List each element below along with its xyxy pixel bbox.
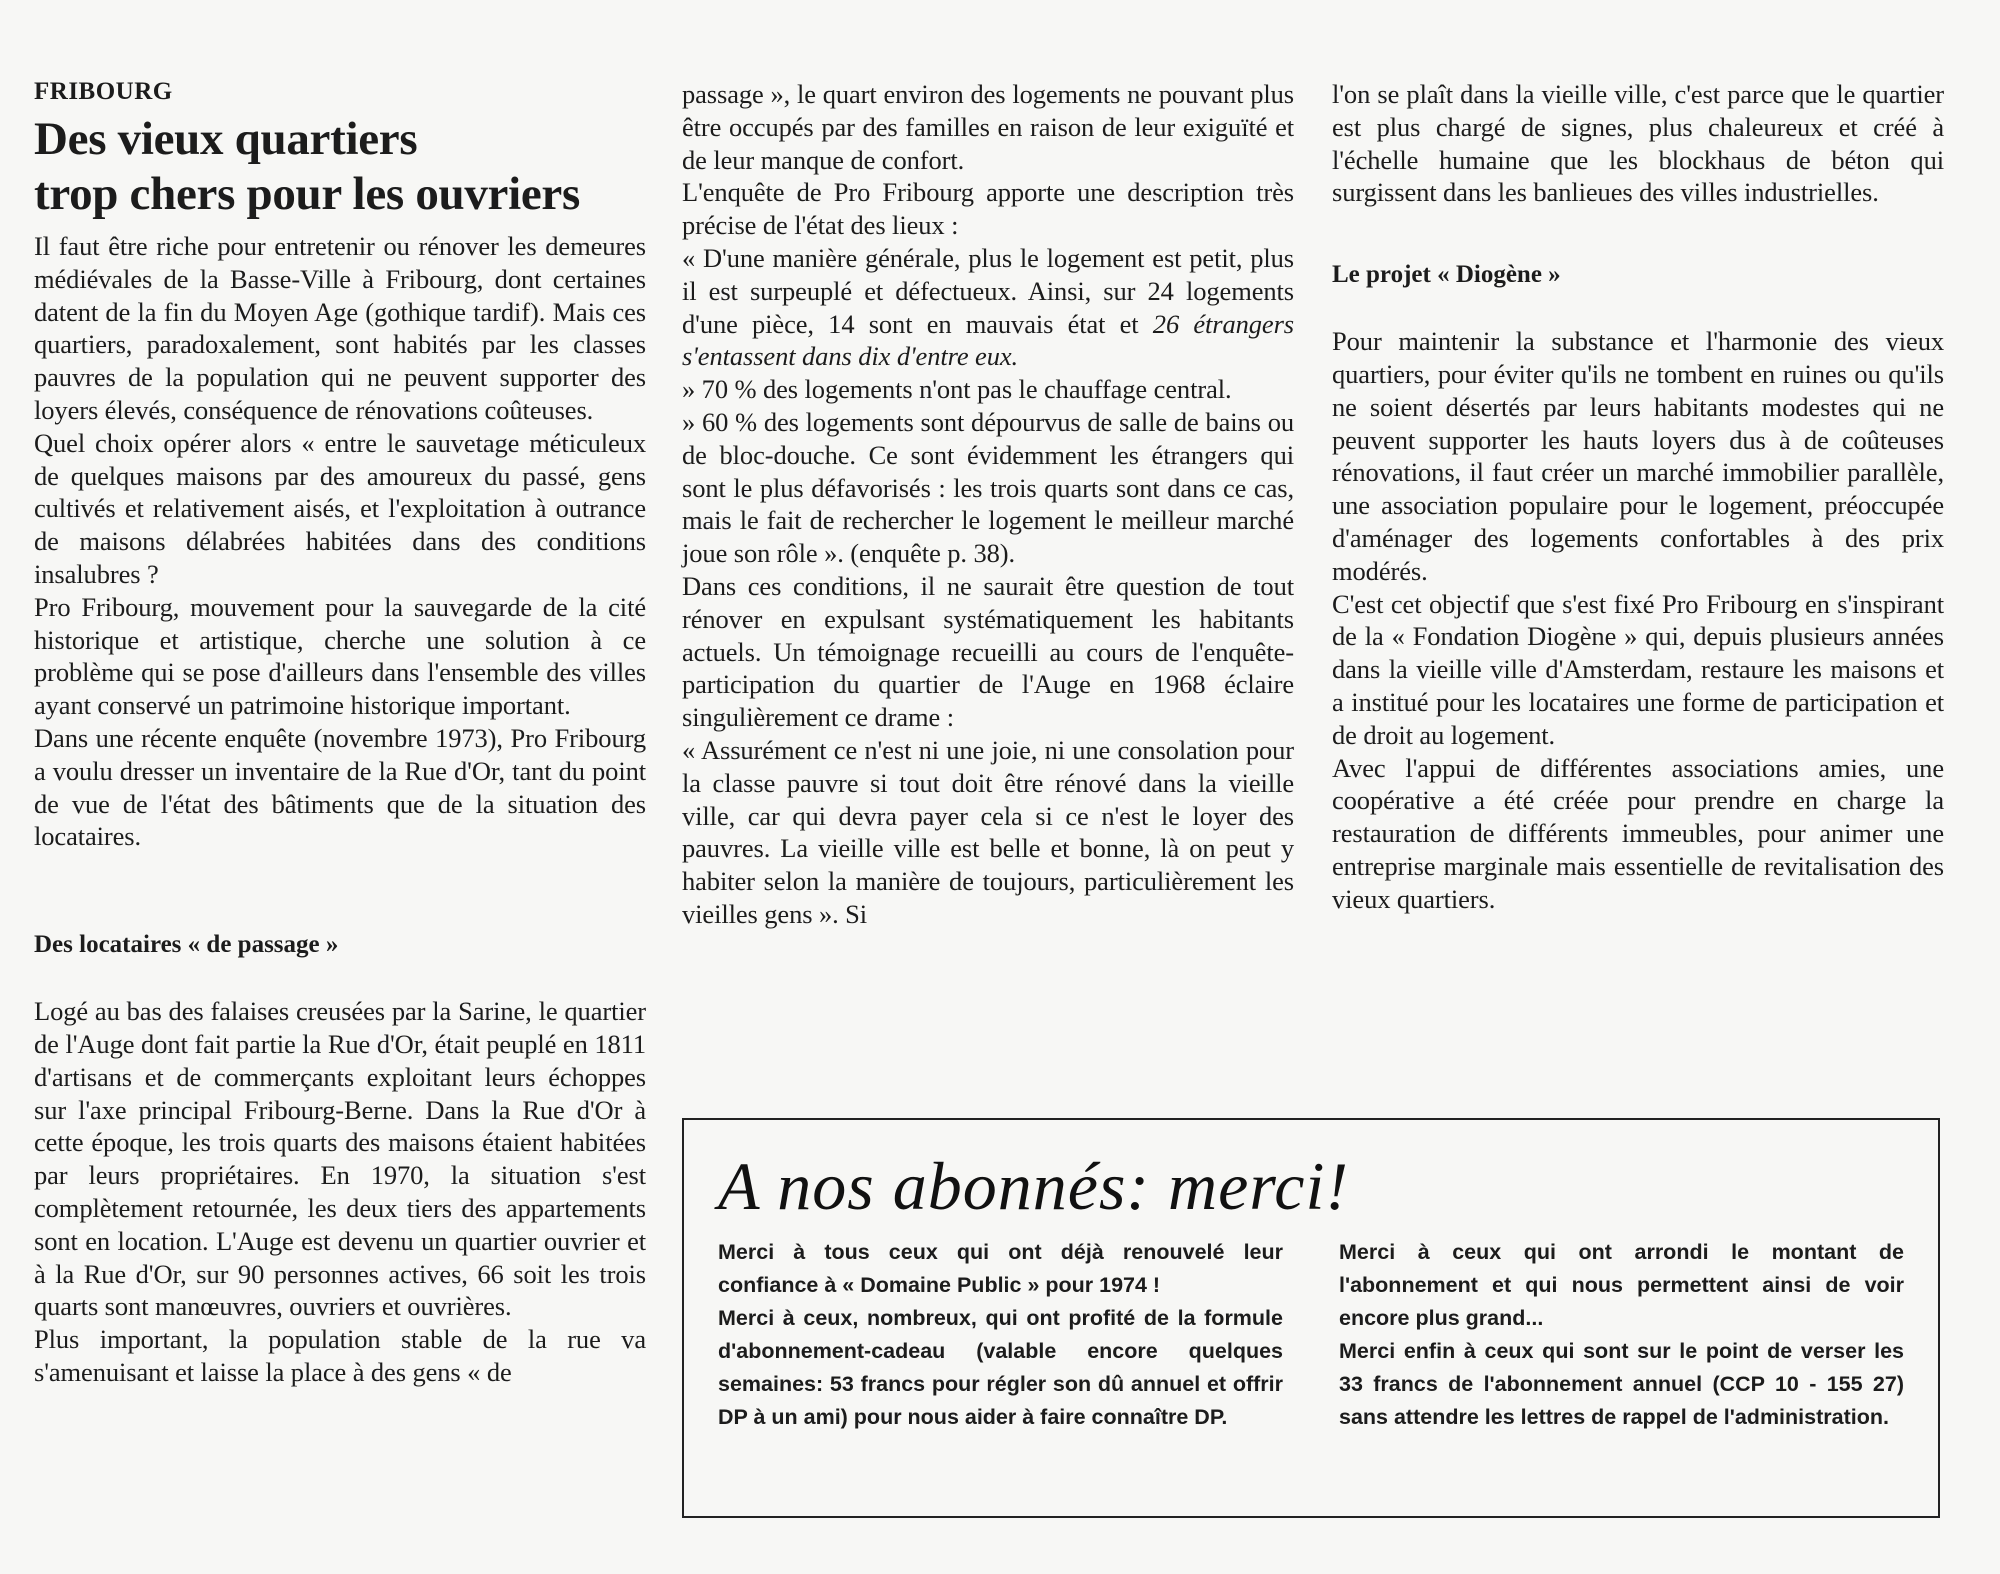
paragraph: L'enquête de Pro Fribourg apporte une description très précise de l'état des lieux : — [682, 177, 1294, 241]
paragraph: l'on se plaît dans la vieille ville, c'est parce que le quartier est plus chargé de signes, plus chaleureux et créé à l'échelle humaine que les blockhaus de béton qui surgissent dans les banlieues des villes industrielles. — [1332, 79, 1944, 208]
notice-paragraph: Merci à tous ceux qui ont déjà renouvelé leur confiance à « Domaine Public » pour 1974 ! — [718, 1240, 1283, 1297]
article-column-2 — [682, 78, 1294, 931]
paragraph: Dans une récente enquête (novembre 1973), Pro Fribourg a voulu dresser un inventaire de la Rue d'Or, tant du point de vue de l'état des bâtiments que de la situation des locataires. — [34, 722, 646, 852]
paragraph: Dans ces conditions, il ne saurait être question de tout rénover en expulsant systématiquement les habitants actuels. Un témoignage recueilli au cours de l'enquête-participation du quartier de l'Auge en 1968 éclaire singulièrement ce drame : — [682, 570, 1294, 733]
paragraph: C'est cet objectif que s'est fixé Pro Fribourg en s'inspirant de la « Fondation Diogène » qui, depuis plusieurs années dans la vieille ville d'Amsterdam, restaure les maisons et a institué pour les locataires une forme de participation et de droit au logement. — [1332, 588, 1944, 750]
paragraph: « Assurément ce n'est ni une joie, ni une consolation pour la classe pauvre si tout doit être rénové dans la vieille ville, car qui devra payer cela si ce n'est le loyer des pauvres. La vieille ville est belle et bonne, là on peut y habiter selon la manière de toujours, particulièrement les vieilles gens ». Si — [682, 734, 1294, 929]
subheading-diogene: Le projet « Diogène » — [1332, 261, 1561, 289]
paragraph — [682, 242, 1294, 373]
paragraph: » 70 % des logements n'ont pas le chauffage central. — [682, 374, 1232, 405]
paragraph: Quel choix opérer alors « entre le sauvetage méticuleux de quelques maisons par des amoureux du passé, gens cultivés et relativement aisés, et l'exploitation à outrance de maisons délabrées habitées dans des conditions insalubres ? — [34, 427, 646, 589]
article-column-1 — [34, 78, 646, 1389]
subscriber-notice-box — [682, 1118, 1940, 1518]
paragraph-text: « D'une manière générale, plus le logement est petit, plus il est surpeuplé et défectueux. Ainsi, sur 24 logements d'une pièce, 14 sont en mauvais état et — [682, 242, 1294, 339]
paragraph: Pour maintenir la substance et l'harmonie des vieux quartiers, pour éviter qu'ils ne tombent en ruines ou qu'ils ne soient désertés par leurs habitants modestes qui ne peuvent supporter les hauts loyers dus à de coûteuses rénovations, il faut créer un marché immobilier parallèle, une association populaire pour le logement, préoccupée d'aménager des logements confortables à des prix modérés. — [1332, 326, 1944, 586]
italic-emphasis: 26 étrangers s'entassent dans dix d'entre eux. — [682, 308, 1294, 372]
notice-paragraph: Merci à ceux qui ont arrondi le montant de l'abonnement et qui nous permettent ainsi de voir encore plus grand... — [1339, 1240, 1904, 1330]
notice-paragraph: Merci enfin à ceux qui sont sur le point de verser les 33 francs de l'abonnement annuel (CCP 10 - 155 27) sans attendre les lettres de rappel de l'administration. — [1339, 1339, 1904, 1429]
notice-paragraph: Merci à ceux, nombreux, qui ont profité de la formule d'abonnement-cadeau (valable encore quelques semaines: 53 francs pour régler son dû annuel et offrir DP à un ami) pour nous aider à faire connaître DP. — [718, 1306, 1283, 1429]
notice-columns — [718, 1236, 1904, 1434]
headline-line-2: trop chers pour les ouvriers — [34, 168, 580, 220]
paragraph: Il faut être riche pour entretenir ou rénover les demeures médiévales de la Basse-Ville à Fribourg, dont certaines datent de la fin du Moyen Age (gothique tardif). Mais ces quartiers, paradoxalement, sont habités par les classes pauvres de la population qui ne peuvent supporter des loyers élevés, conséquence de rénovations coûteuses. — [34, 231, 646, 425]
article-kicker: FRIBOURG — [34, 78, 173, 105]
paragraph: Plus important, la population stable de la rue va s'amenuisant et laisse la place à des gens « de — [34, 1324, 646, 1387]
headline-line-1: Des vieux quartiers — [34, 113, 418, 165]
subheading-locataires: Des locataires « de passage » — [34, 931, 339, 959]
notice-column-right — [1339, 1236, 1904, 1434]
notice-title: A nos abonnés: merci! — [718, 1148, 1350, 1224]
notice-column-left — [718, 1236, 1283, 1434]
paragraph: Logé au bas des falaises creusées par la Sarine, le quartier de l'Auge dont fait partie la Rue d'Or, était peuplé en 1811 d'artisans et de commerçants exploitant leurs échoppes sur l'axe principal Fribourg-Berne. Dans la Rue d'Or à cette époque, les trois quarts des maisons étaient habitées par leurs propriétaires. En 1970, la situation s'est complètement retournée, les deux tiers des appartements sont en location. L'Auge est devenu un quartier ouvrier et à la Rue d'Or, sur 90 personnes actives, 66 soit les trois quarts sont manœuvres, ouvriers et ouvrières. — [34, 996, 646, 1322]
paragraph: Pro Fribourg, mouvement pour la sauvegarde de la cité historique et artistique, cherche une solution à ce problème qui se pose d'ailleurs dans l'ensemble des villes ayant conservé un patrimoine historique important. — [34, 591, 646, 721]
paragraph: passage », le quart environ des logements ne pouvant plus être occupés par des familles en raison de leur exiguïté et de leur manque de confort. — [682, 79, 1294, 175]
paragraph: » 60 % des logements sont dépourvus de salle de bains ou de bloc-douche. Ce sont évidemment les étrangers qui sont le plus défavorisés : les trois quarts sont dans ce cas, mais le fait de rechercher le logement le meilleur marché joue son rôle ». (enquête p. 38). — [682, 406, 1294, 569]
article-column-3 — [1332, 78, 1944, 916]
paragraph: Avec l'appui de différentes associations amies, une coopérative a été créée pour prendre en charge la restauration de différents immeubles, pour animer une entreprise marginale mais essentielle de revitalisation des vieux quartiers. — [1332, 752, 1944, 914]
article-headline — [34, 112, 646, 222]
